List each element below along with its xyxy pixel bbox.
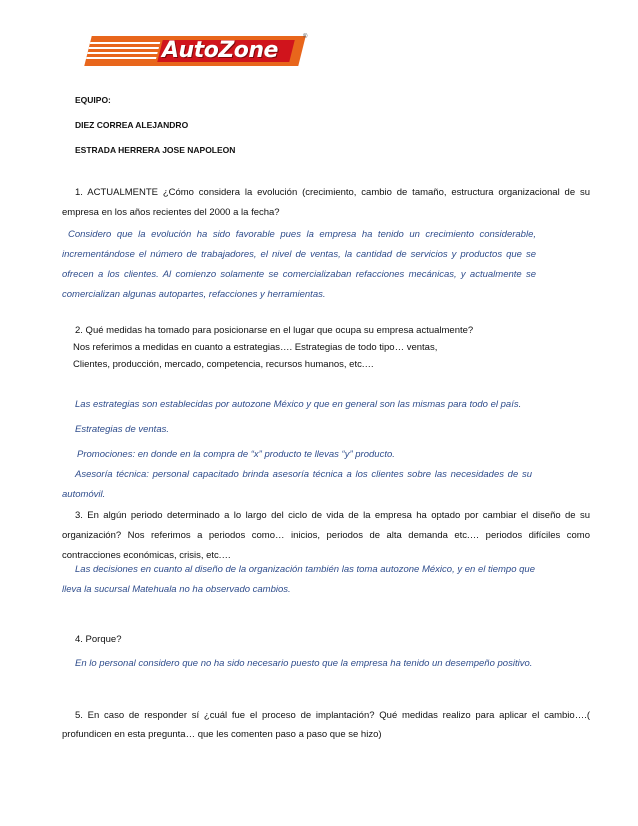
team-label: EQUIPO:: [75, 95, 111, 105]
answer-4: En lo personal considero que no ha sido necesario puesto que la empresa ha tenido un desempeño positivo.: [75, 658, 533, 669]
answer-1-line-3: ofrecen a los clientes. Al comienzo solamente se comercializaban refacciones mecánicas, y actualmente se: [62, 269, 536, 280]
question-3: [62, 506, 590, 566]
question-5-line-1: 5. En caso de responder sí ¿cuál fue el proceso de implantación? Qué medidas realizo para aplicar el cambio….(: [75, 710, 590, 721]
question-5-line-2: profundicen en esta pregunta… que les comenten paso a paso que se hizo): [62, 729, 382, 740]
question-3-line-1: 3. En algún periodo determinado a lo largo del ciclo de vida de la empresa ha optado por cambiar el diseño de su: [75, 510, 590, 521]
question-1-line-1: 1. ACTUALMENTE ¿Cómo considera la evolución (crecimiento, cambio de tamaño, estructura organizacional de su: [75, 187, 590, 198]
answer-2-sales: Estrategias de ventas.: [75, 424, 169, 435]
team-member-2: ESTRADA HERRERA JOSE NAPOLEON: [75, 145, 236, 155]
question-2-line-1: 2. Qué medidas ha tomado para posicionarse en el lugar que ocupa su empresa actualmente?: [75, 325, 474, 336]
question-2: [75, 322, 603, 373]
answer-1: [62, 225, 536, 305]
answer-2-advice-line-1: Asesoría técnica: personal capacitado brinda asesoría técnica a los clientes sobre las necesidades de su: [75, 469, 532, 480]
answer-2-advice: [62, 465, 532, 505]
answer-2-promotions: Promociones: en donde en la compra de “x” producto te llevas “y” producto.: [77, 449, 395, 460]
logo-wordmark: AutoZone: [162, 38, 278, 63]
answer-3-line-2: lleva la sucursal Matehuala no ha observado cambios.: [62, 584, 291, 595]
question-1-line-2: empresa en los años recientes del 2000 a la fecha?: [62, 207, 280, 218]
answer-2-advice-line-2: automóvil.: [62, 489, 106, 500]
answer-2-strategies: Las estrategias son establecidas por autozone México y que en general son las mismas para todo el país.: [75, 399, 522, 410]
answer-3: [62, 560, 590, 600]
question-4: 4. Porque?: [75, 634, 122, 645]
question-2-line-3: Clientes, producción, mercado, competencia, recursos humanos, etc.…: [73, 359, 374, 370]
question-3-line-3: contracciones económicas, crisis, etc.…: [62, 550, 231, 561]
question-3-line-2: organización? Nos referimos a periodos como… inicios, periodos de alta demanda etc.… periodos difíciles como: [62, 530, 590, 541]
team-member-1: DIEZ CORREA ALEJANDRO: [75, 120, 189, 130]
answer-1-line-1: Considero que la evolución ha sido favorable pues la empresa ha tenido un crecimiento considerable,: [68, 229, 536, 240]
question-2-line-2: Nos referimos a medidas en cuanto a estrategias…. Estrategias de todo tipo… ventas,: [73, 342, 438, 353]
answer-1-line-2: incrementándose el número de trabajadores, el nivel de ventas, la cantidad de servicios y productos que se: [62, 249, 536, 260]
answer-3-line-1: Las decisiones en cuanto al diseño de la organización también las toma autozone México, y en el tiempo que: [75, 564, 535, 575]
answer-1-line-4: comercializan algunas autopartes, refacciones y herramientas.: [62, 289, 326, 300]
registered-mark: ®: [303, 34, 308, 40]
question-5: [62, 706, 590, 744]
question-1: [62, 183, 590, 223]
